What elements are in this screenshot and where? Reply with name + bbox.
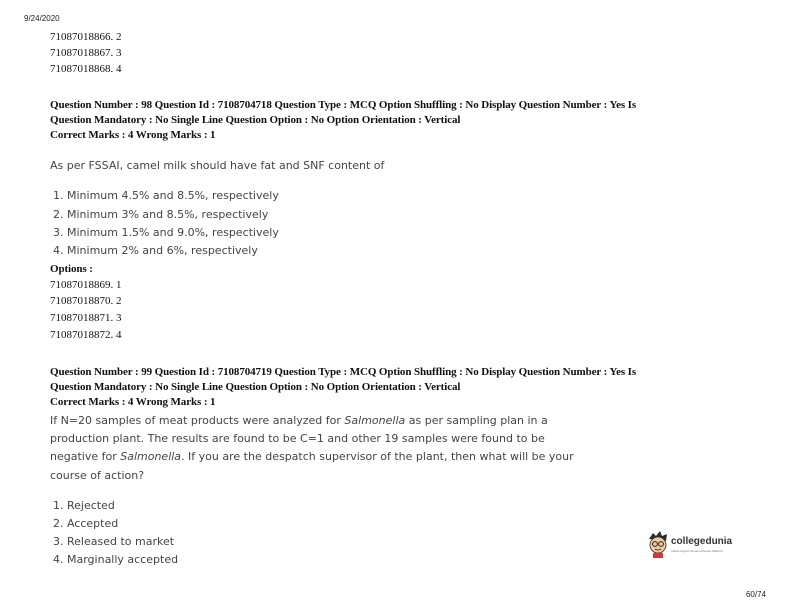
q99-text-part: negative for <box>50 450 121 463</box>
option-id: 71087018870. 2 <box>50 295 122 307</box>
q98-header-line2: Question Mandatory : No Single Line Question Option : No Option Orientation : Vertical <box>50 114 461 126</box>
q99-text-part: . If you are the despatch supervisor of the plant, then what will be your <box>181 450 574 463</box>
q99-choice: 4. Marginally accepted <box>53 553 179 566</box>
q99-text-organism: Salmonella <box>120 450 182 463</box>
q99-text-part: as per sampling plan in a <box>405 414 548 427</box>
q98-marks: Correct Marks : 4 Wrong Marks : 1 <box>50 129 216 141</box>
option-id: 71087018867. 3 <box>50 47 122 59</box>
q99-question-line <box>50 414 548 427</box>
q99-choice: 3. Released to market <box>53 535 175 548</box>
q98-header-line1: Question Number : 98 Question Id : 7108704718 Question Type : MCQ Option Shuffling : No Display Question Number : Yes Is <box>50 99 637 111</box>
print-date: 9/24/2020 <box>24 14 60 23</box>
option-id: 71087018866. 2 <box>50 31 122 43</box>
brand-name: collegedunia <box>671 536 733 547</box>
q98-question-text: As per FSSAI, camel milk should have fat and SNF content of <box>50 159 385 172</box>
q99-text-part: If N=20 samples of meat products were analyzed for <box>50 414 345 427</box>
q99-text-part: production plant. The results are found to be C=1 and other 19 samples were found to be <box>50 432 545 445</box>
q99-text-organism: Salmonella <box>344 414 406 427</box>
q98-choice: 4. Minimum 2% and 6%, respectively <box>53 244 258 257</box>
q99-header-line1: Question Number : 99 Question Id : 7108704719 Question Type : MCQ Option Shuffling : No Display Question Number : Yes Is <box>50 366 637 378</box>
q99-choice: 2. Accepted <box>53 517 119 530</box>
q99-choice: 1. Rejected <box>53 499 115 512</box>
option-id: 71087018868. 4 <box>50 63 122 75</box>
collegedunia-logo <box>646 530 756 560</box>
q99-marks: Correct Marks : 4 Wrong Marks : 1 <box>50 396 216 408</box>
q99-question-line <box>50 450 574 463</box>
option-id: 71087018871. 3 <box>50 312 122 324</box>
q99-question-line <box>50 432 545 445</box>
option-id: 71087018872. 4 <box>50 329 122 341</box>
q99-header-line2: Question Mandatory : No Single Line Question Option : No Option Orientation : Vertical <box>50 381 461 393</box>
q98-choice: 2. Minimum 3% and 8.5%, respectively <box>53 208 269 221</box>
brand-tagline: India's largest Student Review Platform <box>671 549 724 553</box>
q98-options-label: Options : <box>50 263 93 275</box>
option-id: 71087018869. 1 <box>50 279 122 291</box>
q99-question-line <box>50 469 144 482</box>
q99-text-part: course of action? <box>50 469 145 482</box>
q98-choice: 1. Minimum 4.5% and 8.5%, respectively <box>53 189 279 202</box>
student-mascot-icon <box>646 530 670 558</box>
q98-choice: 3. Minimum 1.5% and 9.0%, respectively <box>53 226 279 239</box>
page-number: 60/74 <box>745 590 766 599</box>
